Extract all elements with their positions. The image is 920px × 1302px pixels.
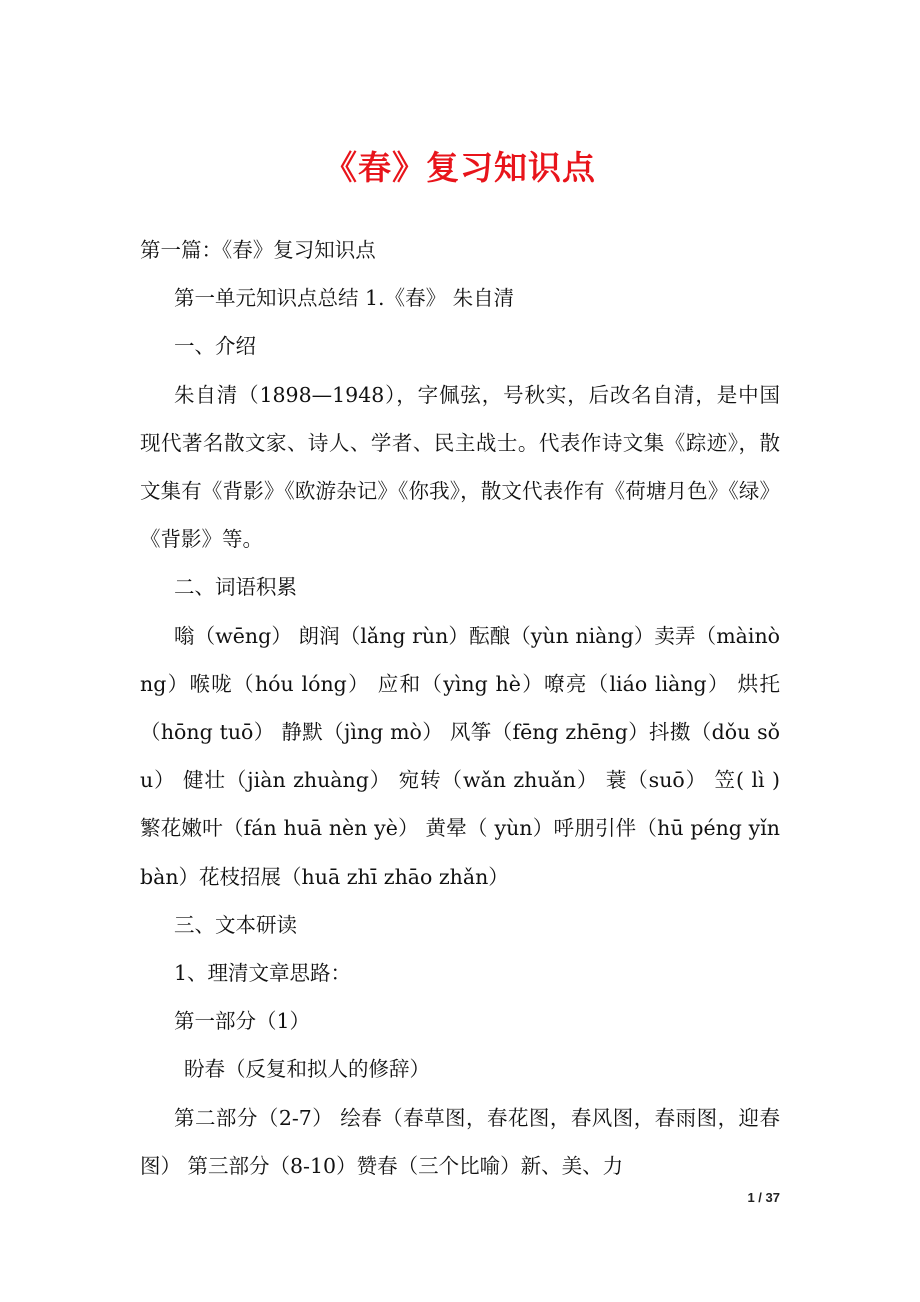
page-number: 1 / 37 [747, 1190, 780, 1205]
part-one-label: 第一部分（1） [174, 1009, 311, 1034]
document-body [140, 226, 780, 1190]
parts-two-three-paragraph: 第二部分（2-7） 绘春（春草图，春花图，春风图，春雨图，迎春图） 第三部分（8-10）赞春（三个比喻）新、美、力 [140, 1105, 780, 1178]
article-heading: 第一篇：《春》复习知识点 [140, 238, 376, 262]
section-heading-text-study: 三、文本研读 [174, 912, 297, 937]
vocabulary-paragraph: 嗡（wēng） 朗润（lǎng rùn）酝酿（yùn niàng）卖弄（màinòng）喉咙（hóu lóng） 应和（yìng hè）嘹亮（liáo liàng） 烘托（hōng tuō） 静默（jìng mò） 风筝（fēng zhēng）抖擞（dǒu sǒu） 健壮（jiàn zhuàng） 宛转（wǎn zhuǎn） 蓑（suō） 笠( lì ) 繁花嫩叶（fán huā nèn yè） 黄晕（ yùn）呼朋引伴（hū péng yǐn bàn）花枝招展（huā zhī zhāo zhǎn） [140, 623, 780, 889]
subsection-heading-structure: 1、理清文章思路： [174, 961, 352, 986]
section-heading-vocabulary: 二、词语积累 [174, 575, 297, 600]
part-one-description: 盼春（反复和拟人的修辞） [184, 1057, 430, 1082]
document-title: 《春》复习知识点 [324, 148, 596, 187]
section-heading-intro: 一、介绍 [174, 334, 256, 359]
author-intro-paragraph: 朱自清（1898—1948），字佩弦，号秋实，后改名自清，是中国现代著名散文家、诗人、学者、民主战士。代表作诗文集《踪迹》，散文集有《背影》《欧游杂记》《你我》，散文代表作有《荷塘月色》《绿》《背影》等。 [140, 382, 780, 552]
unit-summary-line: 第一单元知识点总结 1.《春》 朱自清 [174, 286, 515, 311]
